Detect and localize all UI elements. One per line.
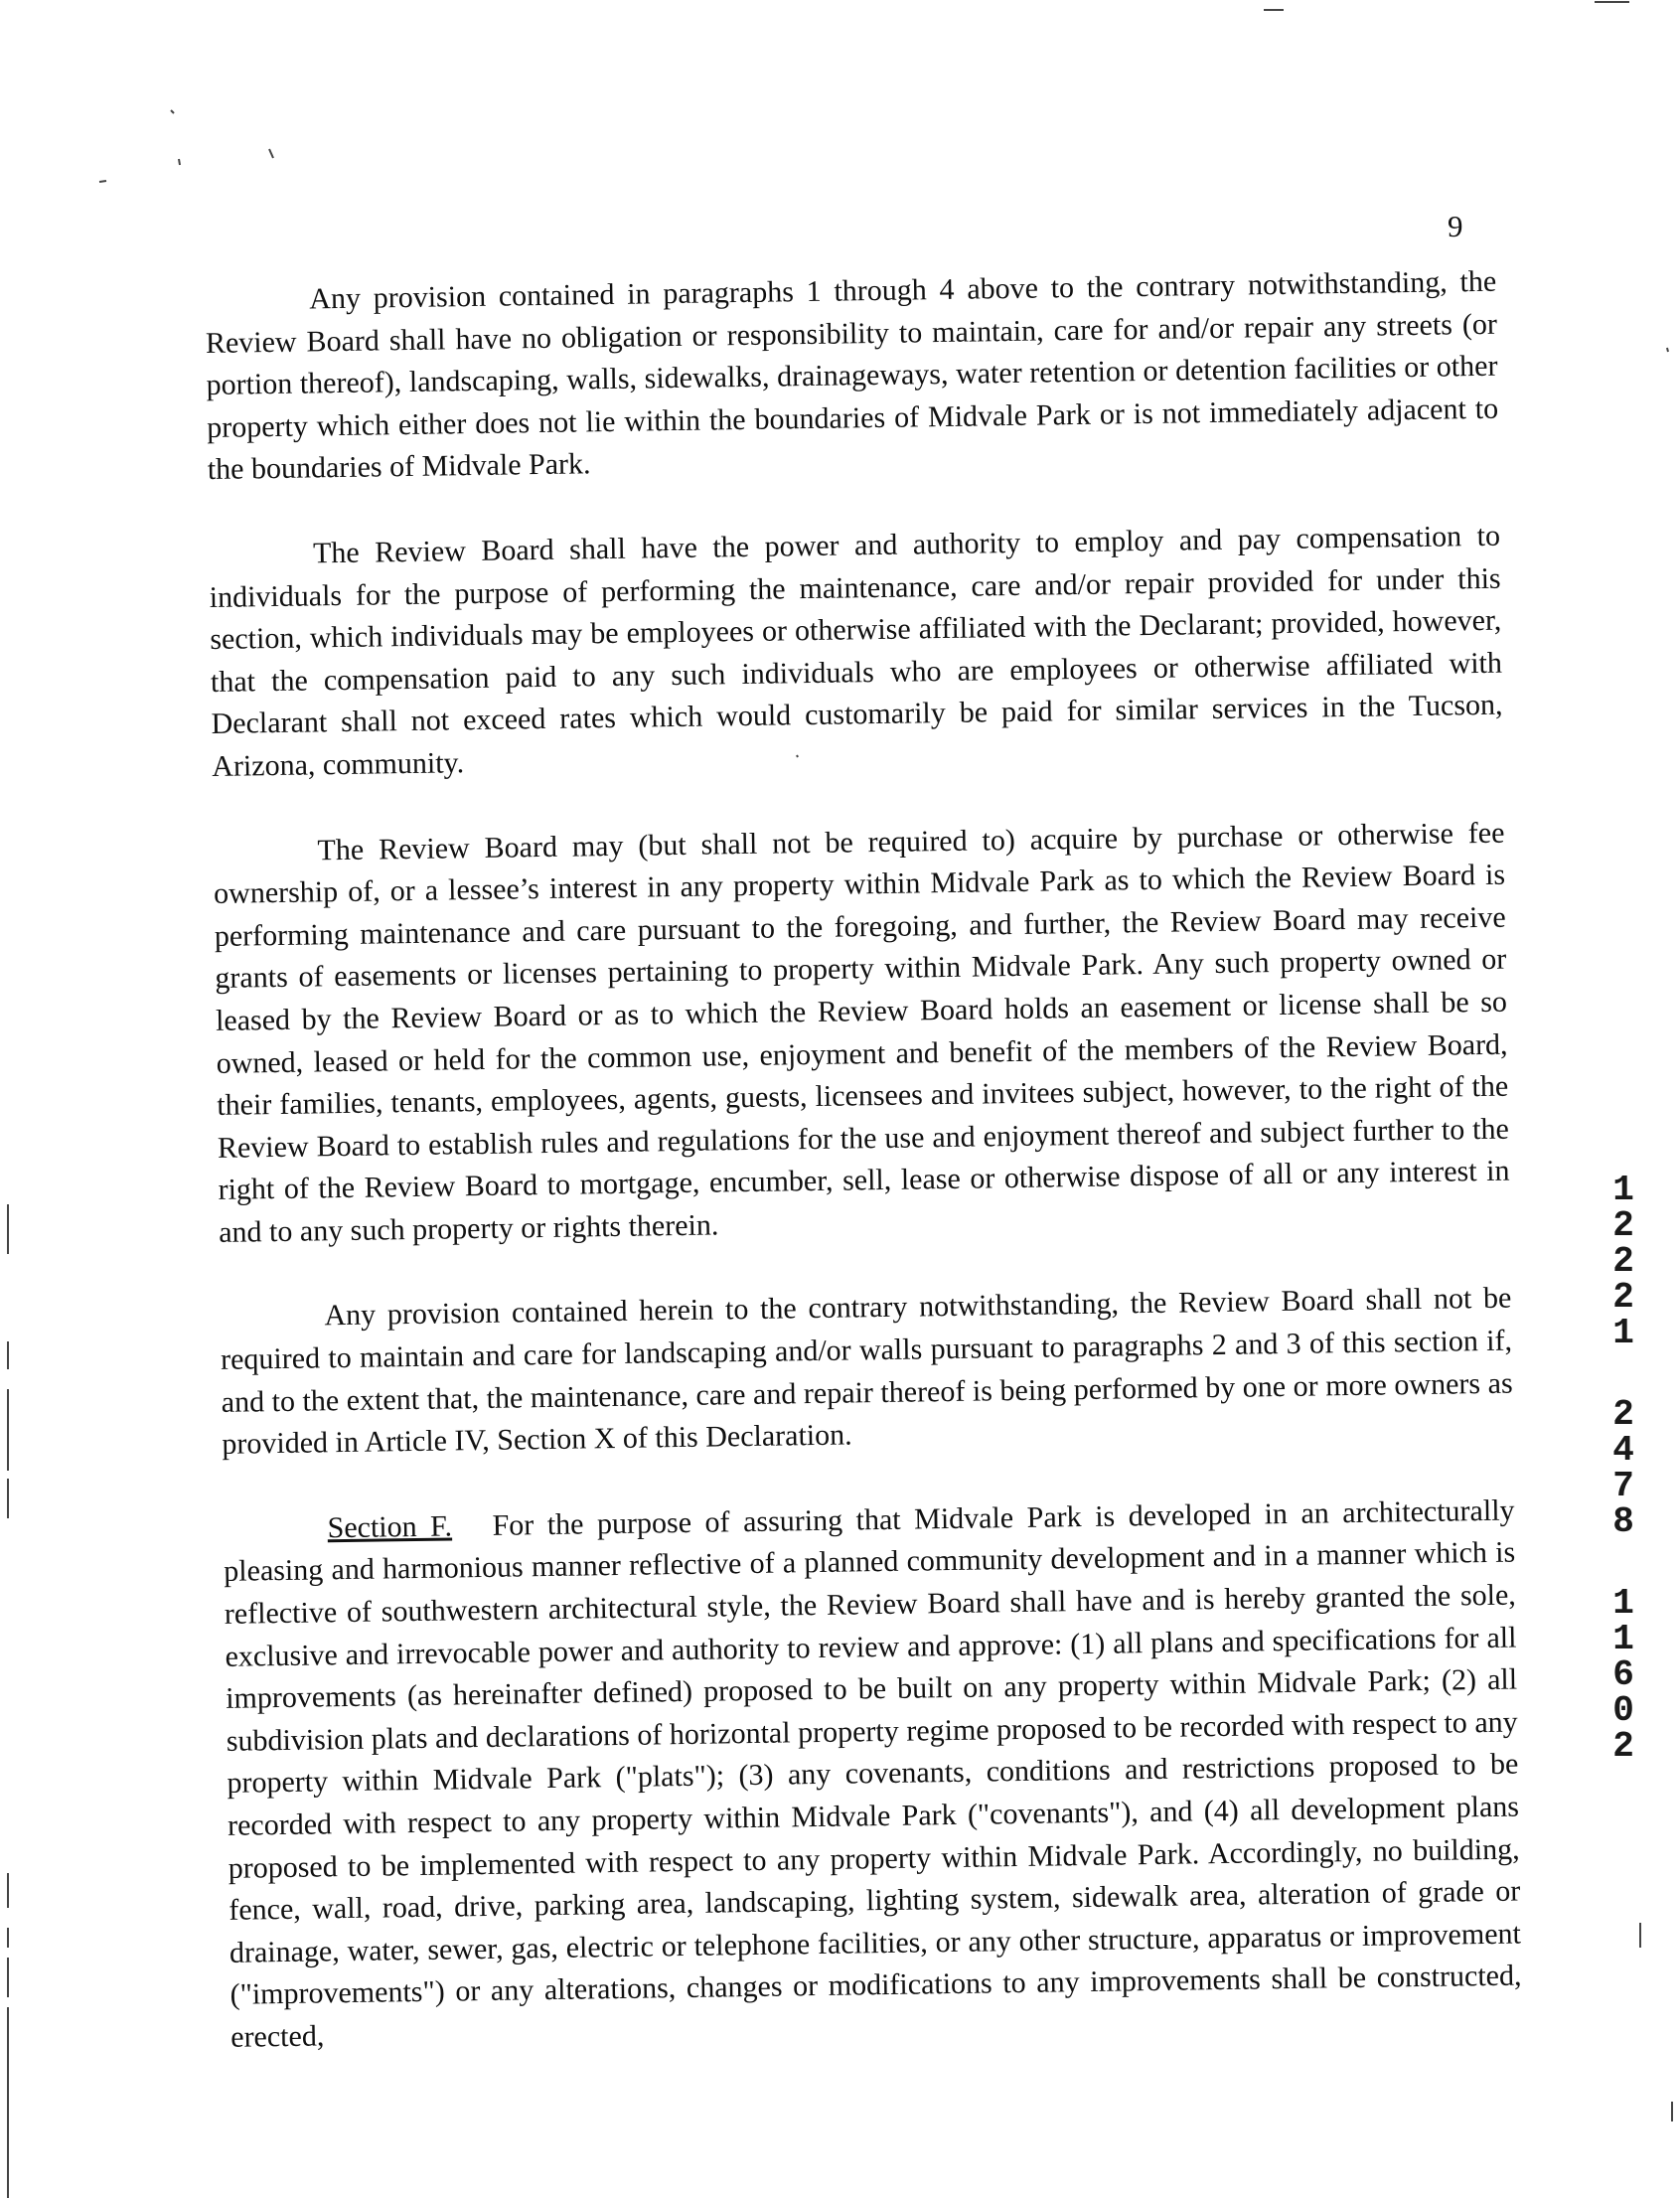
scan-mark — [1667, 348, 1668, 352]
stamp-digit: 2 — [1612, 1277, 1634, 1318]
stamp-digit: 2 — [1612, 1726, 1634, 1767]
stamp-digit: 7 — [1612, 1466, 1634, 1506]
recording-stamp — [1602, 1170, 1661, 1767]
stamp-digit: 2 — [1612, 1394, 1634, 1435]
stamp-digit: 8 — [1612, 1501, 1634, 1542]
scan-mark — [99, 181, 106, 182]
scan-mark — [171, 110, 174, 113]
stamp-digit: 1 — [1612, 1170, 1634, 1210]
recording-stamp-text — [1605, 1170, 1665, 1767]
stamp-digit: 2 — [1612, 1241, 1634, 1282]
paragraph-maintenance-limits: Any provision contained in paragraphs 1 through 4 above to the contrary notwithstanding, the Review Board shall have no obligation or responsibility to maintain, care for and/or repair any streets (or portion thereof), landscaping, walls, sidewalks, drainageways, water retention or detention facilities or other property which either does not lie within the boundaries of Midvale Park or is not immediately adjacent to the boundaries of Midvale Park. — [205, 264, 1499, 487]
scan-mark — [179, 159, 180, 165]
stamp-digit: 6 — [1612, 1654, 1634, 1695]
stamp-digit: 0 — [1612, 1690, 1634, 1731]
scan-mark — [269, 149, 273, 158]
paragraph-property-acquisition: The Review Board may (but shall not be required to) acquire by purchase or otherwise fee ownership of, or a lessee’s interest in any property within Midvale Park as to which the Review Board is performing maintenance and care pursuant to the foregoing, and further, the Review Board may receive grants of easements or licenses pertaining to property within Midvale Park. Any such property owned or leased by the Review Board or as to which the Review Board holds an easement or license shall be so owned, leased or held for the common use, enjoyment and benefit of the members of the Review Board, their families, tenants, employees, agents, guests, licensees and invitees subject, however, to the right of the Review Board to establish rules and regulations for the use and enjoyment thereof and subject further to the right of the Review Board to mortgage, encumber, sell, lease or otherwise dispose of all or any interest in and to any such property or rights therein. — [213, 816, 1510, 1249]
section-f-paragraph — [223, 1490, 1522, 2059]
paragraph-compensation: The Review Board shall have the power and authority to employ and pay compensation to individuals for the purpose of performing the maintenance, care and/or repair provided for under this section, which individuals may be employees or otherwise affiliated with the Declarant; provided, however, that the compensation paid to any such individuals who are employees or otherwise affiliated with Declarant shall not exceed rates which would customarily be paid for similar services in the Tucson, Arizona, community. — [209, 519, 1503, 783]
stamp-docket-number — [1605, 1170, 1665, 1353]
stamp-digit: 4 — [1612, 1430, 1634, 1471]
stamp-digit: 2 — [1612, 1205, 1634, 1246]
stamp-sequence-number — [1605, 1583, 1665, 1767]
stamp-digit: 1 — [1612, 1313, 1634, 1353]
paragraph-owner-maintenance: Any provision contained herein to the contrary notwithstanding, the Review Board shall not be required to maintain and care for landscaping and/or walls pursuant to paragraphs 2 and 3 of this section if, and to the extent that, the maintenance, care and repair thereof is being performed by one or more owners as provided in Article IV, Section X of this Declaration. — [220, 1282, 1513, 1462]
body-text — [205, 261, 1522, 2060]
section-f-label: Section F. — [327, 1509, 453, 1545]
stamp-digit: 1 — [1612, 1583, 1634, 1624]
page-number: 9 — [1448, 209, 1463, 243]
stamp-digit: 1 — [1612, 1619, 1634, 1659]
stamp-page-number — [1605, 1394, 1665, 1542]
section-f-text: For the purpose of assuring that Midvale Park is developed in an architecturally pleasing and harmonious manner reflective of a planned community development and in a manner which is reflective of southwestern architectural style, the Review Board shall have and is hereby granted the sole, exclusive and irrevocable power and authority to review and approve: (1) all plans and specifications for all improvements (as hereinafter defined) proposed to be built on any property within Midvale Park; (2) all subdivision plats and declarations of horizontal property regime proposed to be recorded with respect to any property within Midvale Park ("plats"); (3) any covenants, conditions and restrictions proposed to be recorded with respect to any property within Midvale Park ("covenants"), and (4) all development plans proposed to be implemented with respect to any property within Midvale Park. Accordingly, no building, fence, wall, road, drive, parking area, landscaping, lighting system, sidewalk area, alteration of grade or drainage, water, sewer, gas, electric or telephone facilities, or any other structure, apparatus or improvement ("improvements") or any alterations, changes or modifications to any improvements shall be constructed, erected, — [224, 1493, 1522, 2054]
